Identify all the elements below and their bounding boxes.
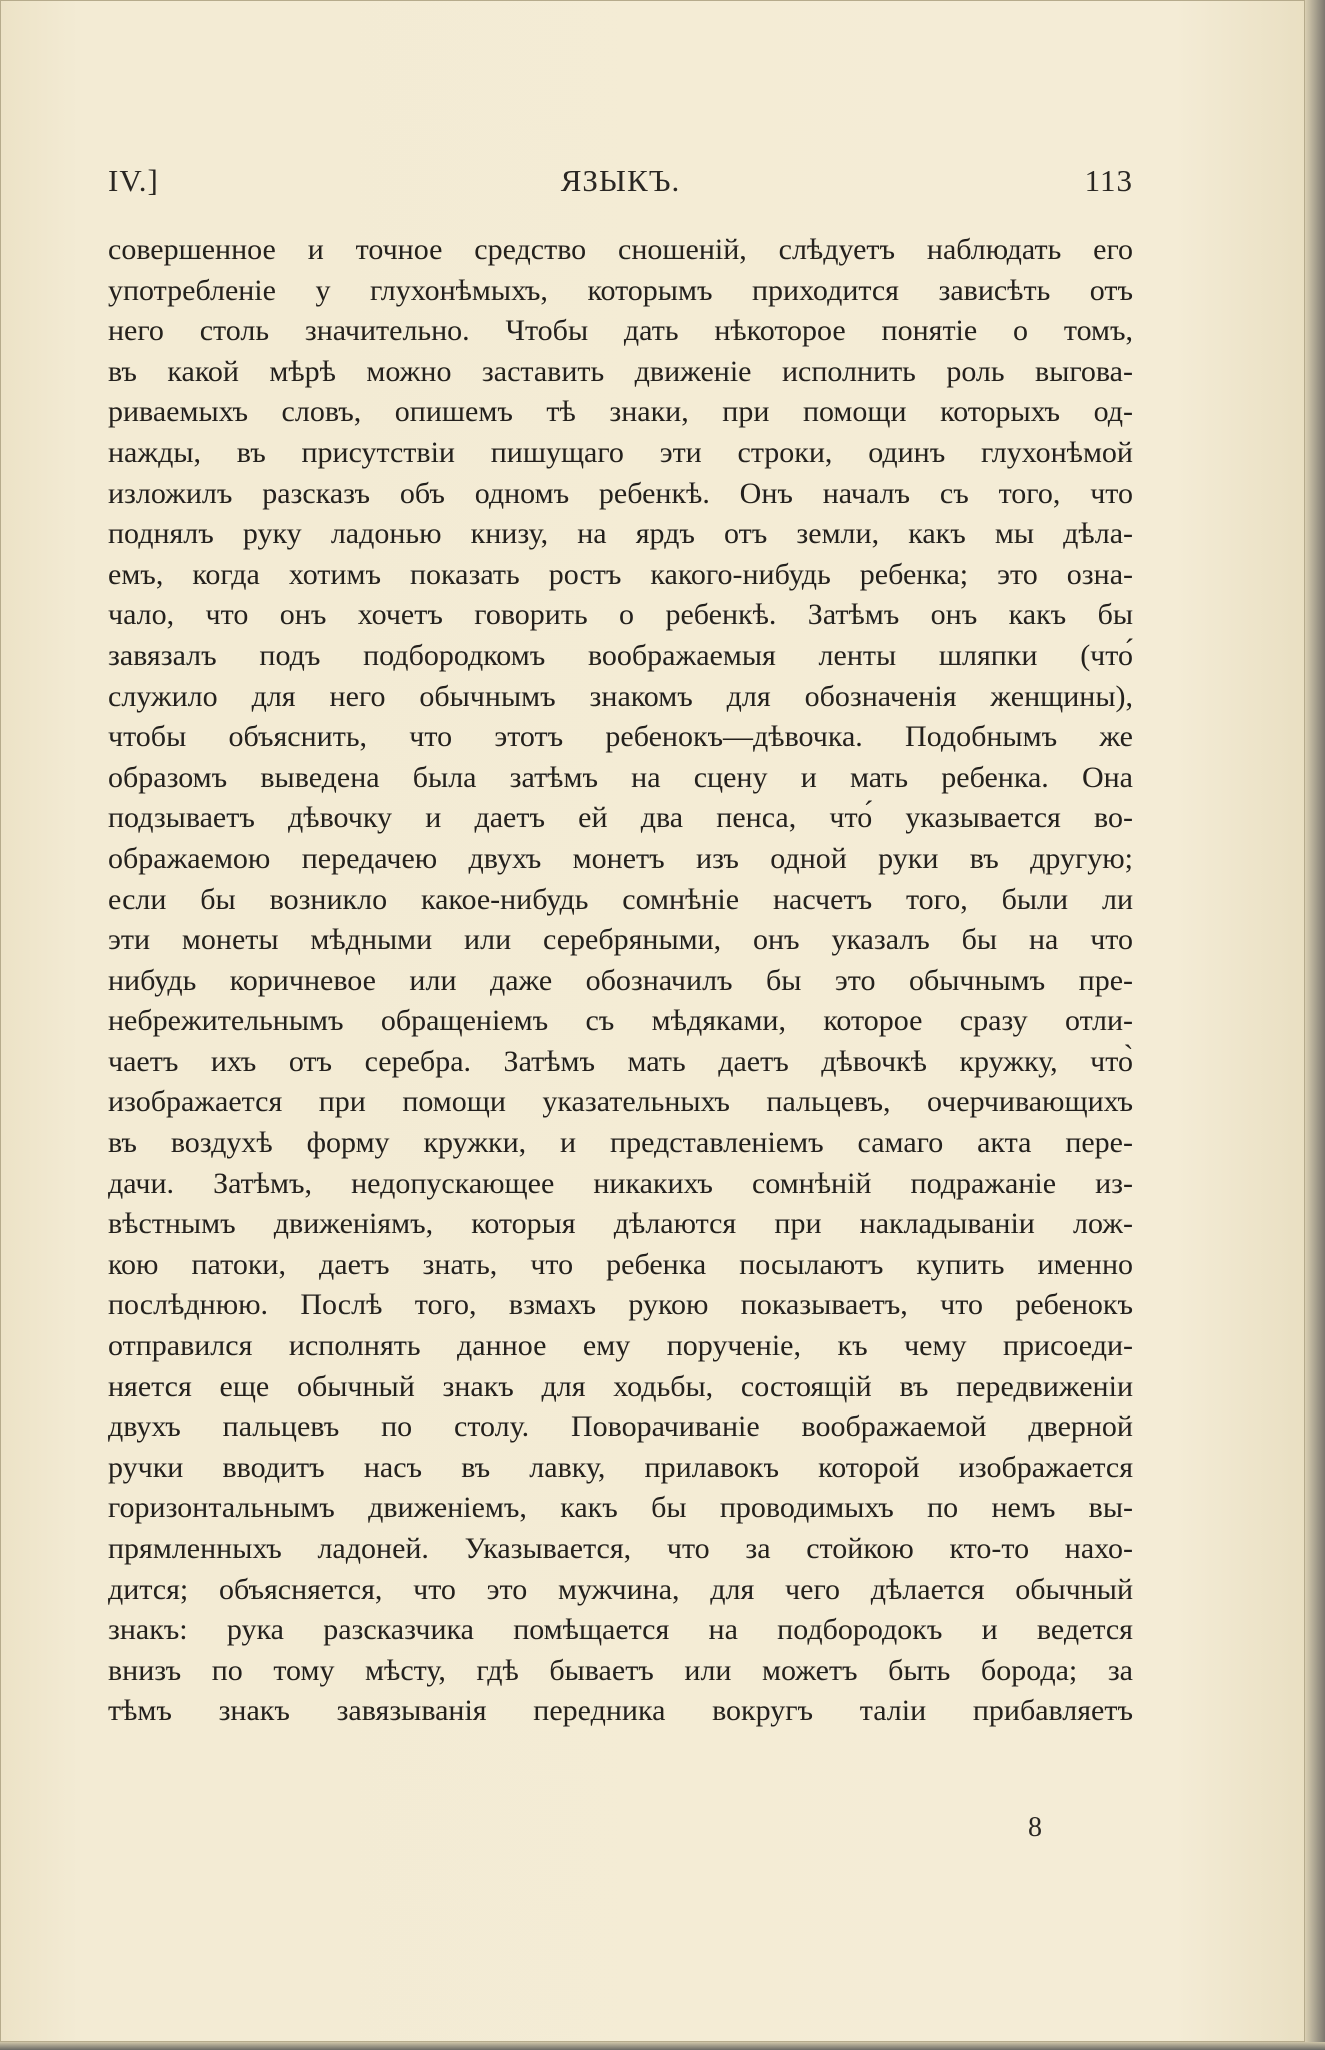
text-line: знакъ: рука разсказчика помѣщается на подбородокъ и ведется (108, 1613, 1133, 1647)
text-line: емъ, когда хотимъ показать ростъ какого-нибудь ребенка; это озна- (108, 557, 1133, 591)
text-line: нибудь коричневое или даже обозначилъ бы это обычнымъ пре- (108, 963, 1133, 997)
text-line: эти монеты мѣдными или серебряными, онъ указалъ бы на что (108, 923, 1133, 957)
text-line: ручки вводитъ насъ въ лавку, прилавокъ которой изображается (108, 1450, 1133, 1484)
text-line: вѣстнымъ движеніямъ, которыя дѣлаются при накладываніи лож- (108, 1207, 1133, 1241)
text-line: изображается при помощи указательныхъ пальцевъ, очерчивающихъ (108, 1085, 1133, 1119)
text-line: служило для него обычнымъ знакомъ для обозначенія женщины), (108, 679, 1133, 713)
text-line: чало, что онъ хочетъ говорить о ребенкѣ. Затѣмъ онъ какъ бы (108, 598, 1133, 632)
text-line: кою патоки, даетъ знать, что ребенка посылаютъ купить именно (108, 1247, 1133, 1281)
text-line: дачи. Затѣмъ, недопускающее никакихъ сомнѣній подражаніе из- (108, 1166, 1133, 1200)
running-title: ЯЗЫКЪ. (560, 163, 681, 198)
text-line: дится; объясняется, что это мужчина, для чего дѣлается обычный (108, 1572, 1133, 1606)
text-line: изложилъ разсказъ объ одномъ ребенкѣ. Онъ началъ съ того, что (108, 476, 1133, 510)
text-line: тѣмъ знакъ завязыванія передника вокругъ таліи прибавляетъ (108, 1694, 1133, 1728)
text-line: прямленныхъ ладоней. Указывается, что за стойкою кто-то нахо- (108, 1532, 1133, 1565)
text-line: отправился исполнять данное ему порученіе, къ чему присоеди- (108, 1329, 1133, 1363)
text-line: подзываетъ дѣвочку и даетъ ей два пенса, что́ указывается во- (108, 801, 1133, 835)
text-line: ображаемою передачею двухъ монетъ изъ одной руки въ другую; (108, 841, 1133, 875)
text-line: него столь значительно. Чтобы дать нѣкоторое понятіе о томъ, (108, 314, 1133, 348)
text-line: горизонтальнымъ движеніемъ, какъ бы проводимыхъ по немъ вы- (108, 1491, 1133, 1525)
page-number: 113 (1084, 163, 1133, 198)
page-bottom-edge (0, 2042, 1325, 2050)
signature-mark: 8 (1028, 1812, 1042, 1843)
text-line: если бы возникло какое-нибудь сомнѣніе насчетъ того, были ли (108, 882, 1133, 916)
chapter-number: IV.] (108, 163, 159, 198)
text-line: въ воздухѣ форму кружки, и представленіемъ самаго акта пере- (108, 1126, 1133, 1160)
text-line: нажды, въ присутствіи пишущаго эти строки, одинъ глухонѣмой (108, 435, 1133, 469)
running-header (108, 163, 1133, 203)
text-line: небрежительнымъ обращеніемъ съ мѣдяками, которое сразу отли- (108, 1004, 1133, 1038)
text-line: риваемыхъ словъ, опишемъ тѣ знаки, при помощи которыхъ од- (108, 395, 1133, 429)
text-line: завязалъ подъ подбородкомъ воображаемыя ленты шляпки (что́ (108, 638, 1133, 672)
text-line: двухъ пальцевъ по столу. Поворачиваніе воображаемой дверной (108, 1410, 1133, 1444)
page-edge-shadow (1305, 0, 1325, 2050)
text-line: чаетъ ихъ отъ серебра. Затѣмъ мать даетъ дѣвочкѣ кружку, что̀ (108, 1044, 1133, 1078)
text-line: образомъ выведена была затѣмъ на сцену и мать ребенка. Она (108, 760, 1133, 794)
text-line: поднялъ руку ладонью книзу, на ярдъ отъ земли, какъ мы дѣла- (108, 517, 1133, 551)
text-line: послѣднюю. Послѣ того, взмахъ рукою показываетъ, что ребенокъ (108, 1288, 1133, 1322)
body-text (108, 230, 1133, 1732)
text-line: чтобы объяснить, что этотъ ребенокъ—дѣвочка. Подобнымъ же (108, 720, 1133, 754)
text-line: внизъ по тому мѣсту, гдѣ бываетъ или можетъ быть борода; за (108, 1653, 1133, 1687)
text-line: въ какой мѣрѣ можно заставить движеніе исполнить роль выгова- (108, 354, 1133, 388)
text-line: няется еще обычный знакъ для ходьбы, состоящій въ передвиженіи (108, 1369, 1133, 1403)
text-line: совершенное и точное средство сношеній, слѣдуетъ наблюдать его (108, 233, 1133, 266)
text-line: употребленіе у глухонѣмыхъ, которымъ приходится зависѣть отъ (108, 273, 1133, 307)
